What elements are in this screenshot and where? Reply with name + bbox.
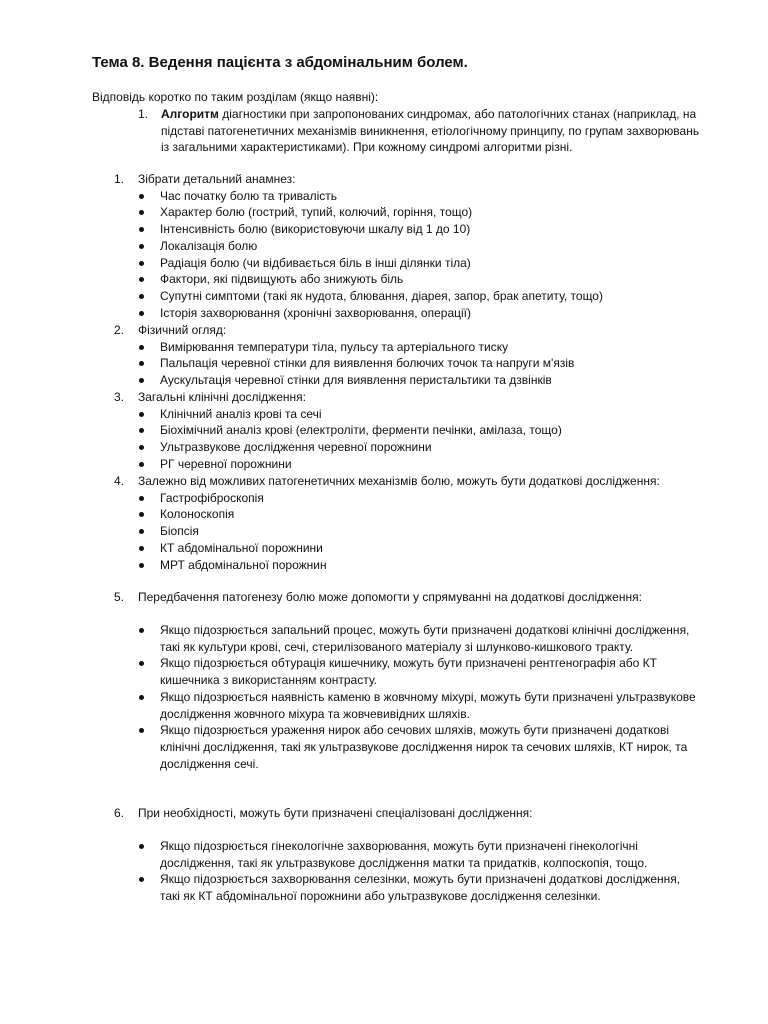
section-pathogenesis	[114, 589, 714, 606]
list-item: Радіація болю (чи відбивається біль в інші ділянки тіла)	[138, 255, 714, 272]
section-number: 4.	[114, 474, 125, 488]
section-list	[138, 339, 714, 389]
list-item: Інтенсивність болю (використовуючи шкалу від 1 до 10)	[138, 221, 714, 238]
list-item: Супутні симптоми (такі як нудота, блювання, діарея, запор, брак апетиту, тощо)	[138, 288, 714, 305]
list-item: Якщо підозрюється захворювання селезінки, можуть бути призначені додаткові дослідження, такі як КТ абдомінальної порожнини або ультразвукове дослідження селезінки.	[138, 871, 698, 904]
list-item: КТ абдомінальної порожнини	[138, 540, 714, 557]
section-heading: Зібрати детальний анамнез:	[138, 172, 296, 186]
algorithm-number: 1.	[138, 107, 149, 121]
section-heading: Фізичний огляд:	[138, 323, 227, 337]
algorithm-bold: Алгоритм	[161, 107, 219, 121]
section-list	[138, 406, 714, 473]
list-item: Якщо підозрюється гінекологічне захворювання, можуть бути призначені гінекологічні дослідження, такі як ультразвукове дослідження матки та придатків, колпоскопія, тощо.	[138, 838, 698, 871]
section-number: 1.	[114, 172, 125, 186]
list-item: Фактори, які підвищують або знижують біль	[138, 271, 714, 288]
algorithm-rest: діагностики при запропонованих синдромах, або патологічних станах (наприклад, на підставі патогенетичних механізмів виникнення, етіологічному принципу, по групам захворювань із загальними характеристиками). При кожному синдромі алгоритми різні.	[161, 107, 700, 155]
section-number: 5.	[114, 590, 125, 604]
section-heading: Передбачення патогенезу болю може допомогти у спрямуванні на додаткові дослідження:	[138, 590, 642, 604]
list-item: Якщо підозрюється запальний процес, можуть бути призначені додаткові клінічні дослідження, такі як культури крові, сечі, стерилізованого матеріалу зі шлунково-кишкового тракту.	[138, 622, 698, 655]
list-item: Локалізація болю	[138, 238, 714, 255]
section-number: 3.	[114, 390, 125, 404]
section-heading: Залежно від можливих патогенетичних механізмів болю, можуть бути додаткові дослідження:	[138, 474, 660, 488]
list-item: Колоноскопія	[138, 506, 714, 523]
list-item: Якщо підозрюється ураження нирок або сечових шляхів, можуть бути призначені додаткові клінічні дослідження, такі як ультразвукове дослідження нирок та сечових шляхів, КТ нирок, та дослідження сечі.	[138, 722, 698, 772]
section-pathogenesis-list-wrap	[114, 622, 714, 772]
list-item: МРТ абдомінальної порожнин	[138, 557, 714, 574]
list-item: Час початку болю та тривалість	[138, 188, 714, 205]
section-clinical-tests	[114, 389, 714, 473]
list-item: Клінічний аналіз крові та сечі	[138, 406, 714, 423]
section-number: 2.	[114, 323, 125, 337]
section-list	[138, 490, 714, 574]
list-item: Якщо підозрюється наявність каменю в жовчному міхурі, можуть бути призначені ультразвукове дослідження жовчного міхура та жовчевивідних шляхів.	[138, 689, 698, 722]
list-item: Історія захворювання (хронічні захворювання, операції)	[138, 305, 714, 322]
list-item: Ультразвукове дослідження черевної порожнини	[138, 439, 714, 456]
section-heading: При необхідності, можуть бути призначені спеціалізовані дослідження:	[138, 806, 533, 820]
list-item: Гастрофіброскопія	[138, 490, 714, 507]
algorithm-item	[138, 106, 708, 156]
intro-text: Відповідь коротко по таким розділам (якщо наявні):	[92, 90, 379, 104]
section-anamnesis	[114, 171, 714, 321]
list-item: Характер болю (гострий, тупий, колючий, горіння, тощо)	[138, 204, 714, 221]
section-list	[138, 188, 714, 322]
list-item: Біопсія	[138, 523, 714, 540]
section-specialized-list-wrap	[114, 838, 714, 905]
list-item: Вимірювання температури тіла, пульсу та артеріального тиску	[138, 339, 714, 356]
section-specialized	[114, 805, 714, 822]
section-number: 6.	[114, 806, 125, 820]
section-additional-tests	[114, 473, 714, 573]
page-title: Тема 8. Ведення пацієнта з абдомінальним болем.	[92, 54, 468, 71]
section-heading: Загальні клінічні дослідження:	[138, 390, 306, 404]
list-item: Пальпація черевної стінки для виявлення болючих точок та напруги м'язів	[138, 355, 714, 372]
section-list	[138, 838, 698, 905]
list-item: Аускультація черевної стінки для виявлення перистальтики та дзвінків	[138, 372, 714, 389]
algorithm-text	[161, 106, 708, 156]
section-list	[138, 622, 698, 772]
list-item: Якщо підозрюється обтурація кишечнику, можуть бути призначені рентгенографія або КТ кишечника з використанням контрасту.	[138, 655, 698, 688]
section-physical-exam	[114, 322, 714, 389]
list-item: Біохімічний аналіз крові (електроліти, ферменти печінки, амілаза, тощо)	[138, 422, 714, 439]
list-item: РГ черевної порожнини	[138, 456, 714, 473]
